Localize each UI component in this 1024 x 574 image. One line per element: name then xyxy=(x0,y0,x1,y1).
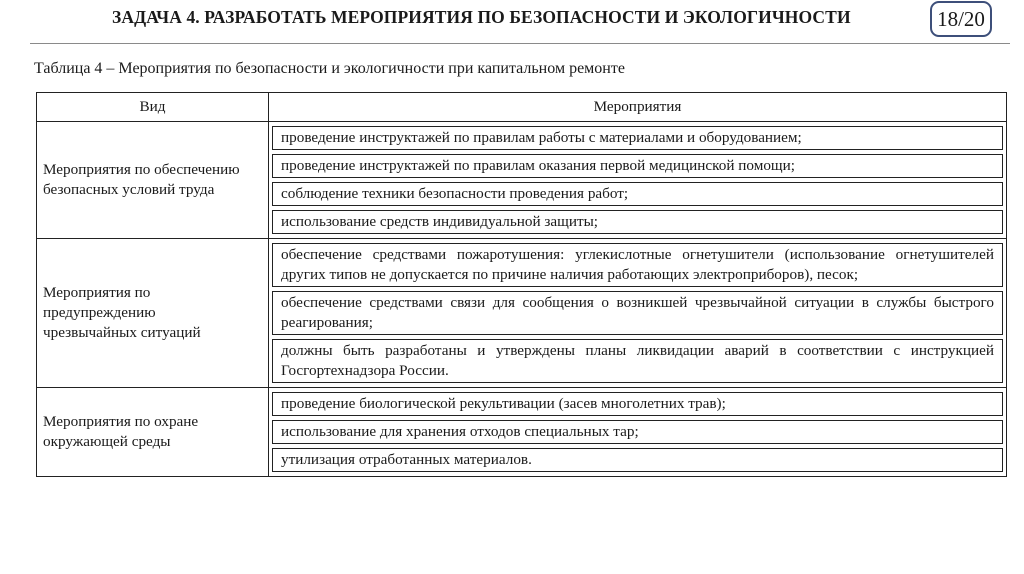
table-header-row xyxy=(37,93,1007,122)
header-divider xyxy=(30,43,1010,44)
column-header-measures: Мероприятия xyxy=(269,93,1007,122)
measure-item: обеспечение средствами связи для сообщения о возникшей чрезвычайной ситуации в службы быстрого реагирования; xyxy=(272,291,1003,335)
category-cell xyxy=(37,122,269,239)
measure-item: должны быть разработаны и утверждены планы ликвидации аварий в соответствии с инструкцией Госгортехнадзора России. xyxy=(272,339,1003,383)
measure-item: использование средств индивидуальной защиты; xyxy=(272,210,1003,234)
measure-item: утилизация отработанных материалов. xyxy=(272,448,1003,472)
category-label: Мероприятия по обеспечению безопасных условий труда xyxy=(43,161,240,198)
column-header-type: Вид xyxy=(37,93,269,122)
category-cell xyxy=(37,388,269,477)
measures-cell xyxy=(269,122,1007,239)
measure-item: проведение инструктажей по правилам работы с материалами и оборудованием; xyxy=(272,126,1003,150)
table-row xyxy=(37,388,1007,477)
category-label: Мероприятия по охране окружающей среды xyxy=(43,413,199,450)
page-number-badge: 18/20 xyxy=(930,1,992,37)
category-cell xyxy=(37,239,269,388)
table-row xyxy=(37,122,1007,239)
measure-item: обеспечение средствами пожаротушения: углекислотные огнетушители (использование огнетушителей других типов не допускается по причине наличия работающих электроприборов), песок; xyxy=(272,243,1003,287)
measures-table xyxy=(36,92,1007,477)
measures-cell xyxy=(269,388,1007,477)
measures-cell xyxy=(269,239,1007,388)
page-title: ЗАДАЧА 4. РАЗРАБОТАТЬ МЕРОПРИЯТИЯ ПО БЕЗОПАСНОСТИ И ЭКОЛОГИЧНОСТИ xyxy=(112,7,851,27)
table-row xyxy=(37,239,1007,388)
table-caption: Таблица 4 – Мероприятия по безопасности и экологичности при капитальном ремонте xyxy=(34,60,625,77)
measure-item: проведение биологической рекультивации (засев многолетних трав); xyxy=(272,392,1003,416)
measure-item: использование для хранения отходов специальных тар; xyxy=(272,420,1003,444)
category-label: Мероприятия по предупреждению чрезвычайных ситуаций xyxy=(43,284,201,341)
measure-item: проведение инструктажей по правилам оказания первой медицинской помощи; xyxy=(272,154,1003,178)
measure-item: соблюдение техники безопасности проведения работ; xyxy=(272,182,1003,206)
